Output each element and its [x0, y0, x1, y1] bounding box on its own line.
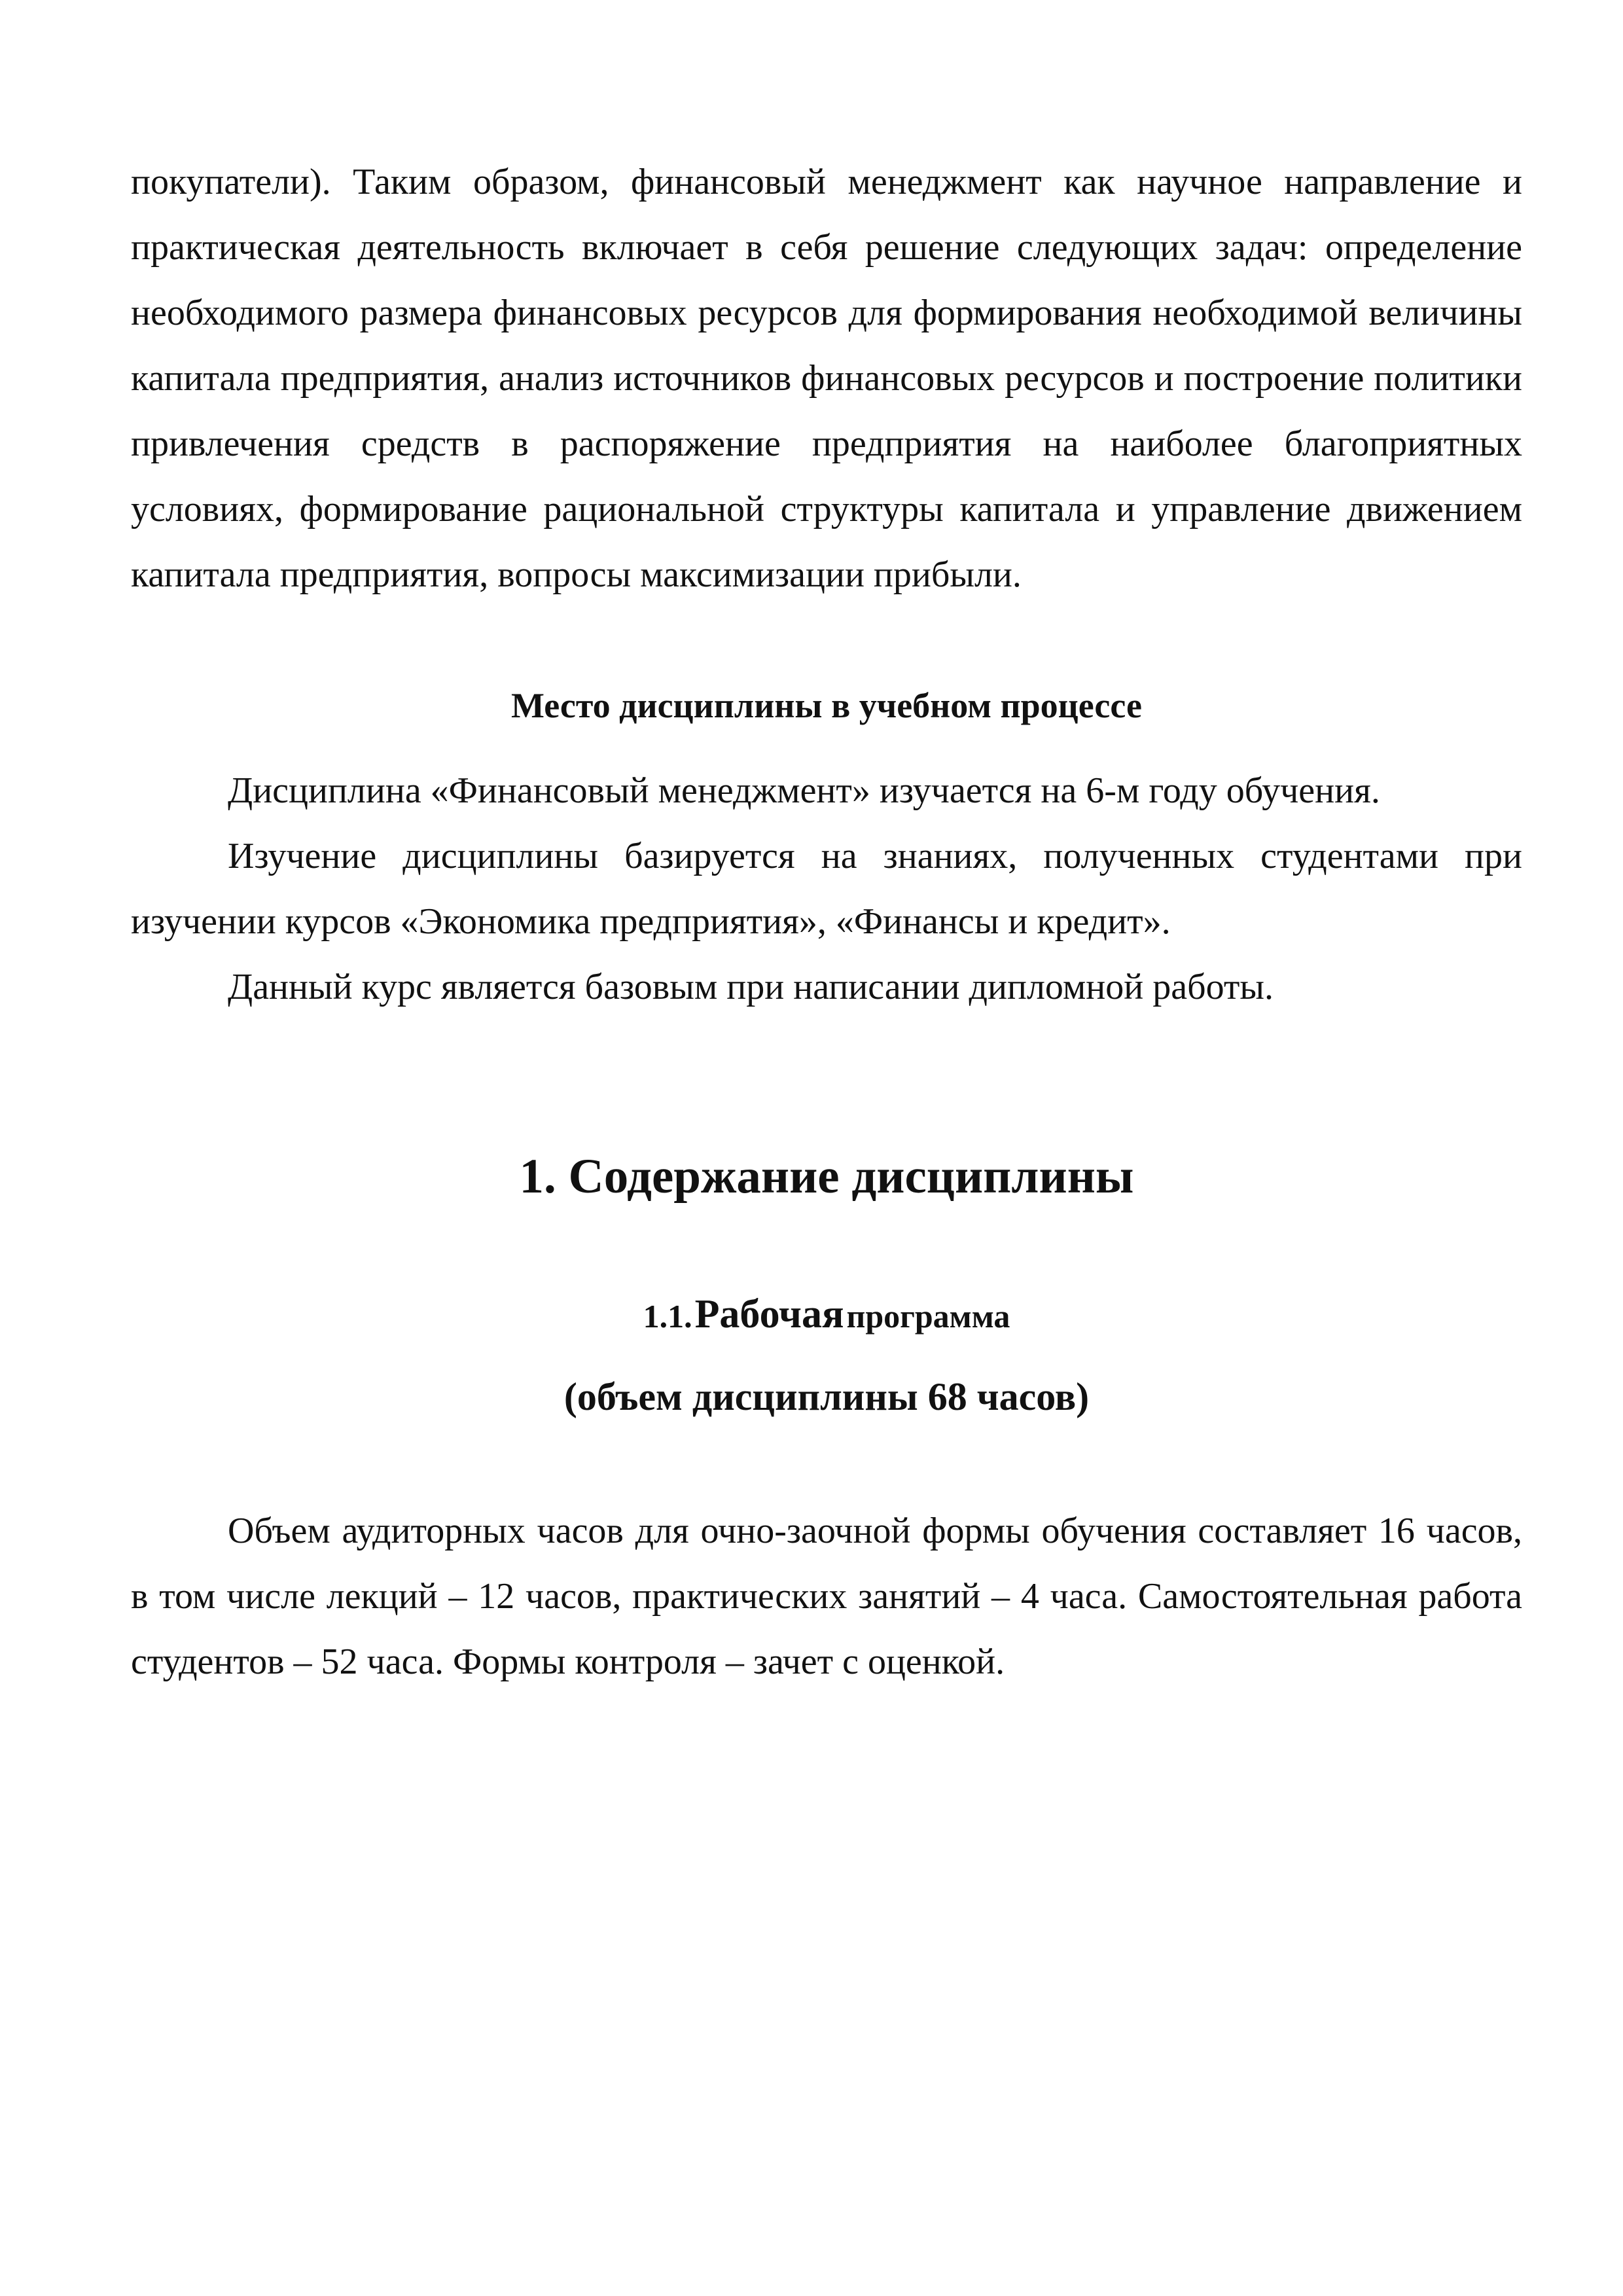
- document-page: [131, 149, 1522, 1695]
- subsection-number: 1.1.: [643, 1298, 692, 1335]
- intro-paragraph: покупатели). Таким образом, финансовый менеджмент как научное направление и практическая деятельность включает в себя решение следующих задач: определение необходимого размера финансовых ресурсов для формирования необходимой величины капитала предприятия, анализ источников финансовых ресурсов и построение политики привлечения средств в распоряжение предприятия на наиболее благоприятных условиях, формирование рациональной структуры капитала и управление движением капитала предприятия, вопросы максимизации прибыли.: [131, 162, 1522, 595]
- place-paragraph-3: Данный курс является базовым при написании дипломной работы.: [228, 967, 1274, 1007]
- section-heading-place: Место дисциплины в учебном процессе: [511, 686, 1142, 725]
- subsection-heading: [131, 1278, 1522, 1361]
- spacer: [131, 1020, 1522, 1141]
- spacer: [131, 1433, 1522, 1498]
- spacer: [131, 738, 1522, 758]
- place-paragraph-1: Дисциплина «Финансовый менеджмент» изучается на 6-м году обучения.: [228, 770, 1380, 811]
- subsection-paragraph: Объем аудиторных часов для очно-заочной формы обучения составляет 16 часов, в том числе лекций – 12 часов, практических занятий – 4 часа. Самостоятельная работа студентов – 52 часа. Формы контроля – зачет с оценкой.: [131, 1511, 1522, 1682]
- subsection-volume: (объем дисциплины 68 часов): [563, 1375, 1090, 1418]
- subsection-title-word1: Рабочая: [694, 1292, 844, 1336]
- subsection-title-word2: программа: [846, 1298, 1010, 1335]
- place-paragraph-2: Изучение дисциплины базируется на знаниях, полученных студентами при изучении курсов «Экономика предприятия», «Финансы и кредит».: [131, 836, 1522, 942]
- chapter-heading: 1. Содержание дисциплины: [519, 1149, 1134, 1204]
- spacer: [131, 1213, 1522, 1278]
- spacer: [131, 607, 1522, 673]
